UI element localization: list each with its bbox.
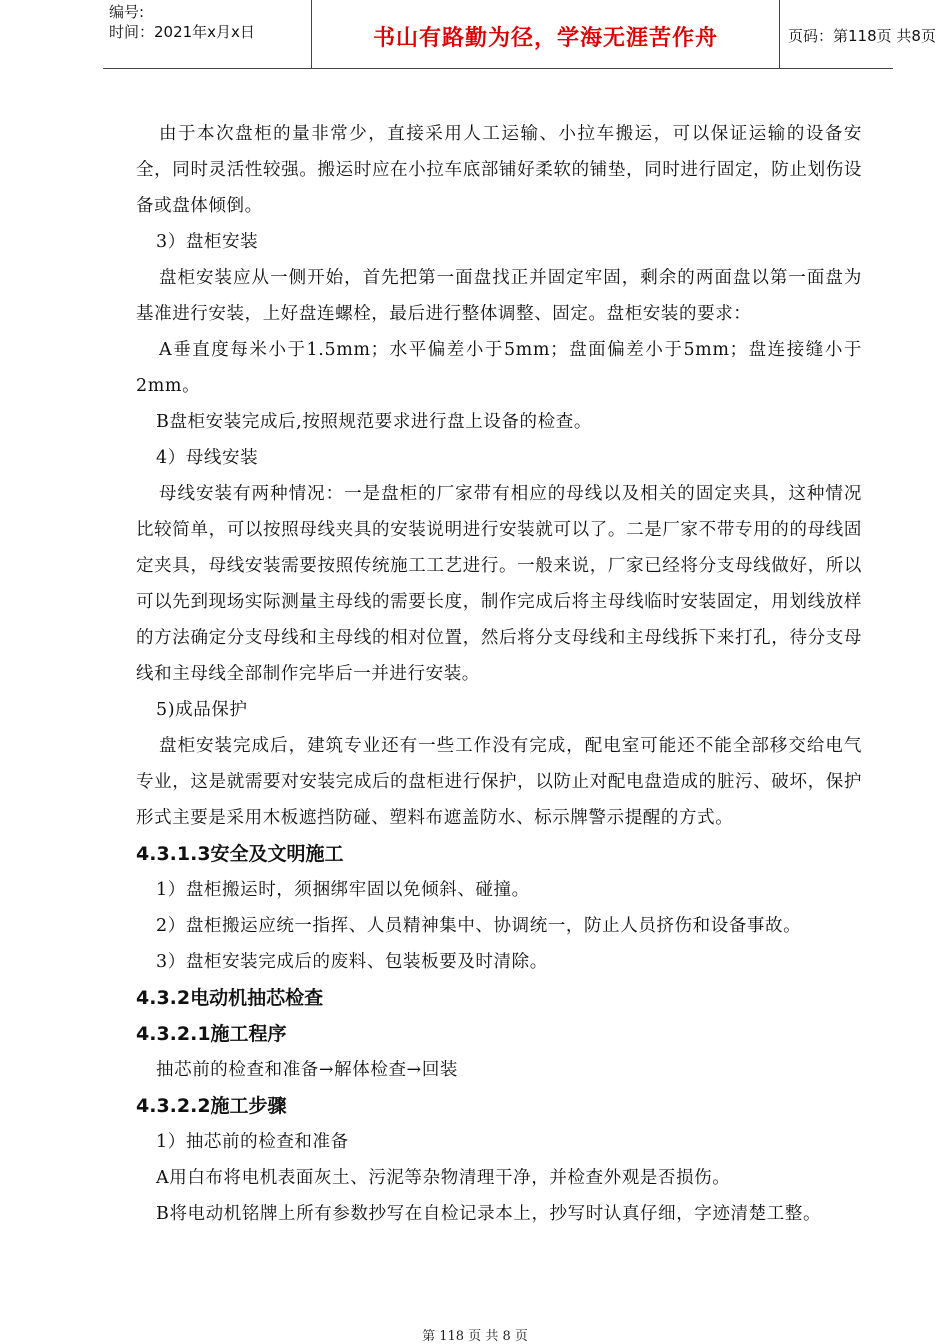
step-b: B将电动机铭牌上所有参数抄写在自检记录本上，抄写时认真仔细，字迹清楚工整。	[156, 1204, 822, 1224]
safety-item-1: 1）盘柜搬运时，须捆绑牢固以免倾斜、碰撞。	[156, 880, 530, 900]
requirement-b: B盘柜安装完成后,按照规范要求进行盘上设备的检查。	[156, 412, 592, 432]
procedure-line: 抽芯前的检查和准备→解体检查→回装	[156, 1060, 459, 1080]
header-meta	[103, 0, 312, 68]
item-busbar-install: 4）母线安装	[156, 448, 259, 468]
safety-item-2: 2）盘柜搬运应统一指挥、人员精神集中、协调统一，防止人员挤伤和设备事故。	[156, 916, 802, 936]
paragraph-cabinet-install: 盘柜安装应从一侧开始，首先把第一面盘找正并固定牢固，剩余的两面盘以第一面盘为基准进行安装，上好盘连螺栓，最后进行整体调整、固定。盘柜安装的要求：	[136, 268, 862, 324]
requirement-a: A垂直度每米小于1.5mm；水平偏差小于5mm；盘面偏差小于5mm；盘连接缝小于2mm。	[136, 340, 862, 396]
item-product-protection: 5)成品保护	[156, 700, 248, 720]
header-page-info: 页码：第118页 共8页	[788, 27, 936, 45]
safety-item-3: 3）盘柜安装完成后的废料、包装板要及时清除。	[156, 952, 548, 972]
step-1: 1）抽芯前的检查和准备	[156, 1132, 349, 1152]
document-body	[136, 116, 862, 1232]
heading-4322: 4.3.2.2施工步骤	[136, 1095, 287, 1117]
header-motto-cell	[312, 0, 780, 68]
item-cabinet-install: 3）盘柜安装	[156, 232, 259, 252]
paragraph-protection: 盘柜安装完成后，建筑专业还有一些工作没有完成，配电室可能还不能全部移交给电气专业，这是就需要对安装完成后的盘柜进行保护，以防止对配电盘造成的脏污、破坏，保护形式主要是采用木板遮挡防碰、塑料布遮盖防水、标示牌警示提醒的方式。	[136, 736, 862, 828]
paragraph-busbar: 母线安装有两种情况：一是盘柜的厂家带有相应的母线以及相关的固定夹具，这种情况比较简单，可以按照母线夹具的安装说明进行安装就可以了。二是厂家不带专用的的母线固定夹具，母线安装需要按照传统施工工艺进行。一般来说，厂家已经将分支母线做好，所以可以先到现场实际测量主母线的需要长度，制作完成后将主母线临时安装固定，用划线放样的方法确定分支母线和主母线的相对位置，然后将分支母线和主母线拆下来打孔，待分支母线和主母线全部制作完毕后一并进行安装。	[136, 484, 862, 684]
doc-time-label: 时间：2021年x月x日	[109, 23, 255, 41]
paragraph-transport: 由于本次盘柜的量非常少，直接采用人工运输、小拉车搬运，可以保证运输的设备安全，同时灵活性较强。搬运时应在小拉车底部铺好柔软的铺垫，同时进行固定，防止划伤设备或盘体倾倒。	[136, 124, 862, 216]
step-a: A用白布将电机表面灰土、污泥等杂物清理干净，并检查外观是否损伤。	[156, 1168, 731, 1188]
heading-432: 4.3.2电动机抽芯检查	[136, 987, 324, 1009]
page-footer: 第 118 页 共 8 页	[422, 1329, 528, 1344]
page-header	[103, 0, 936, 69]
heading-4313: 4.3.1.3安全及文明施工	[136, 843, 344, 865]
heading-4321: 4.3.2.1施工程序	[136, 1023, 287, 1045]
header-motto: 书山有路勤为径，学海无涯苦作舟	[372, 26, 718, 51]
doc-code-label: 编号:	[109, 3, 145, 21]
